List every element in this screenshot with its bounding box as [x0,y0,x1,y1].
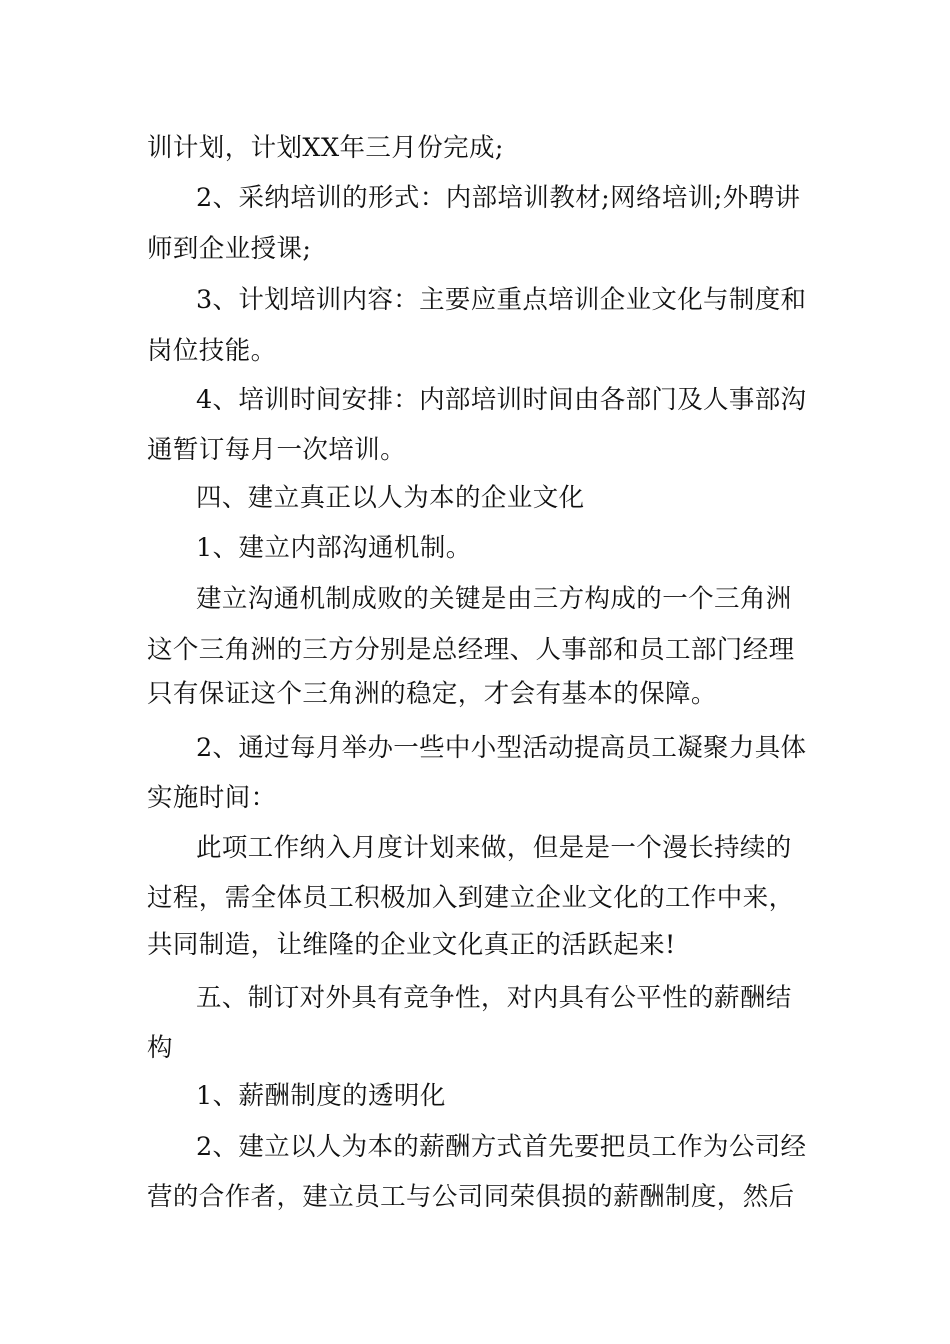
text-line: 3、计划培训内容：主要应重点培训企业文化与制度和 [196,285,807,315]
text-line: 1、建立内部沟通机制。 [196,533,472,563]
text-line: 通暂订每月一次培训。 [147,435,407,465]
text-line: 这个三角洲的三方分别是总经理、人事部和员工部门经理 [147,635,795,665]
text-line: 过程，需全体员工积极加入到建立企业文化的工作中来， [147,883,795,913]
text-line: 2、采纳培训的形式：内部培训教材;网络培训;外聘讲 [196,183,801,213]
text-line: 训计划，计划XX年三月份完成; [147,133,504,163]
text-line: 1、薪酬制度的透明化 [196,1081,446,1111]
text-line: 营的合作者，建立员工与公司同荣俱损的薪酬制度，然后 [147,1182,795,1212]
text-line: 共同制造，让维隆的企业文化真正的活跃起来! [147,930,676,960]
text-line: 建立沟通机制成败的关键是由三方构成的一个三角洲 [196,584,792,614]
section-heading: 五、制订对外具有竞争性，对内具有公平性的薪酬结 [196,983,792,1013]
text-line: 2、通过每月举办一些中小型活动提高员工凝聚力具体 [196,733,807,763]
text-line: 4、培训时间安排：内部培训时间由各部门及人事部沟 [196,385,807,415]
text-line: 此项工作纳入月度计划来做，但是是一个漫长持续的 [196,833,792,863]
text-line: 实施时间： [147,783,277,813]
text-line: 构 [147,1033,173,1063]
text-line: 岗位技能。 [147,336,277,366]
text-line: 2、建立以人为本的薪酬方式首先要把员工作为公司经 [196,1132,807,1162]
text-line: 师到企业授课; [147,234,312,264]
text-line: 只有保证这个三角洲的稳定，才会有基本的保障。 [147,679,717,709]
section-heading: 四、建立真正以人为本的企业文化 [196,483,585,513]
